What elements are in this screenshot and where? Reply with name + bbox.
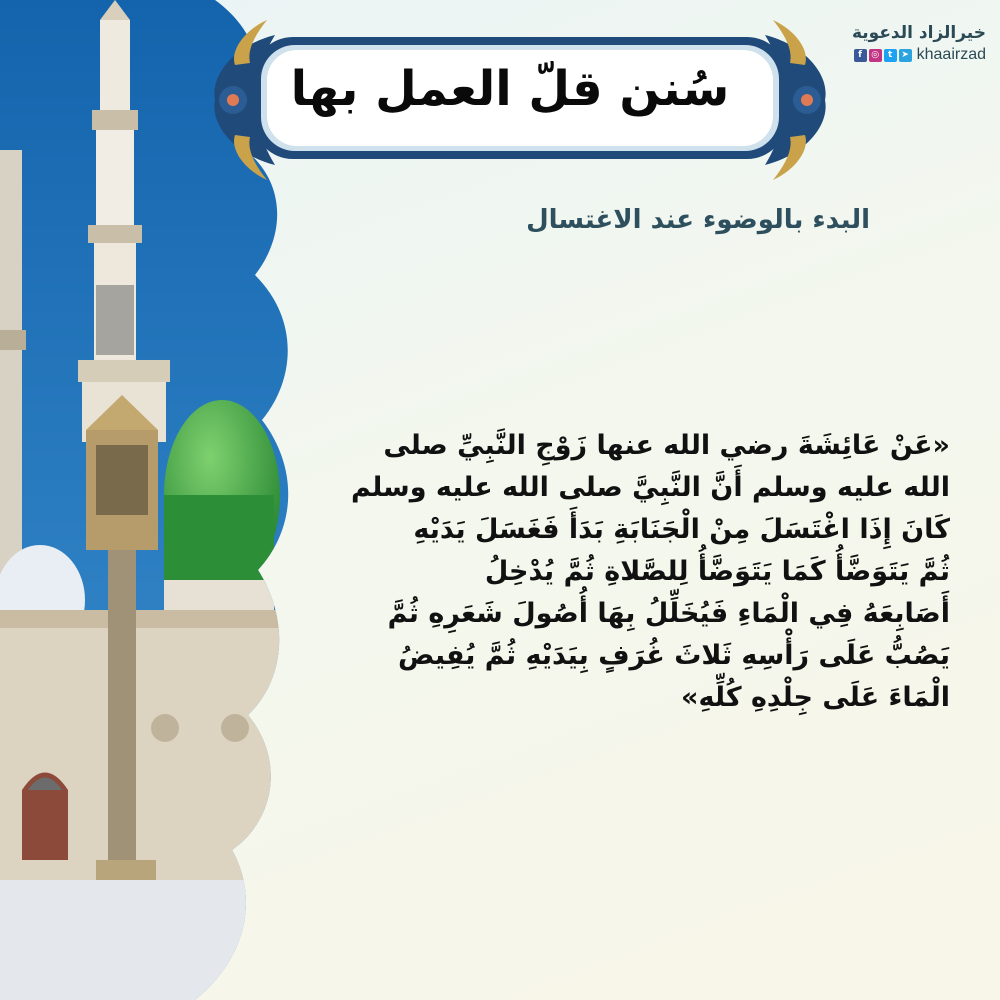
brand-name: خيرالزاد الدعوية [851,23,986,43]
hadith-line: الْمَاءَ عَلَى جِلْدِهِ كُلِّهِ» [681,682,950,713]
hadith-line: «عَنْ عَائِشَةَ رضي الله عنها زَوْجِ النَّبِيِّ صلى [383,430,950,461]
brand-handle: khaairzad [916,46,986,63]
hadith-text [330,425,950,719]
hadith-line: يَصُبُّ عَلَى رَأْسِهِ ثَلاثَ غُرَفٍ بِيَدَيْهِ ثُمَّ يُفِيضُ [397,640,950,671]
social-links [821,46,986,64]
subtitle: البدء بالوضوء عند الاغتسال [526,205,870,235]
facebook-icon[interactable]: f [854,49,867,62]
title-banner [205,5,835,195]
hadith-line: كَانَ إِذَا اغْتَسَلَ مِنْ الْجَنَابَةِ بَدَأَ فَغَسَلَ يَدَيْهِ [413,514,950,545]
hadith-line: الله عليه وسلم أَنَّ النَّبِيَّ صلى الله عليه وسلم [350,472,950,503]
brand-logo [821,22,986,64]
telegram-icon[interactable]: ➤ [899,49,912,62]
hadith-line: ثُمَّ يَتَوَضَّأُ كَمَا يَتَوَضَّأُ لِلصَّلاةِ ثُمَّ يُدْخِلُ [484,556,950,587]
hadith-line: أَصَابِعَهُ فِي الْمَاءِ فَيُخَلِّلُ بِهَا أُصُولَ شَعَرِهِ ثُمَّ [387,598,950,629]
page-title: سُنن قلّ العمل بها [290,61,730,117]
twitter-icon[interactable]: t [884,49,897,62]
instagram-icon[interactable]: ◎ [869,49,882,62]
